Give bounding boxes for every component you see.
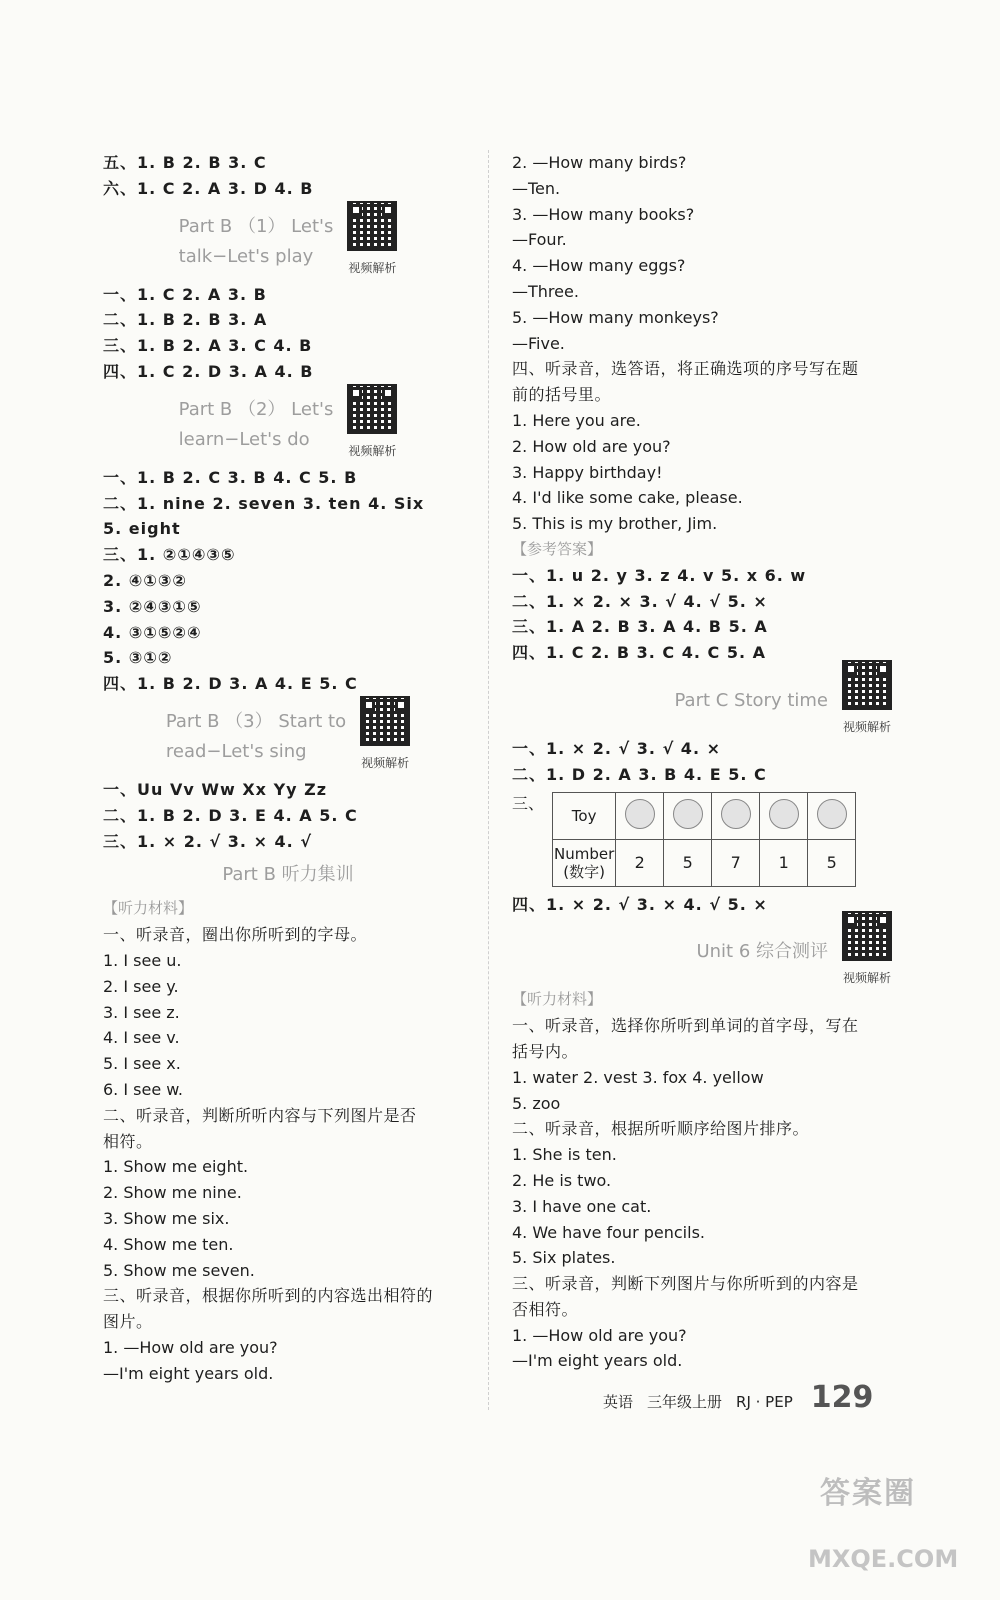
answer-line: 四、1. C 2. D 3. A 4. B: [103, 361, 314, 381]
answer-line: 一、1. C 2. A 3. B: [103, 284, 267, 304]
answer-line: 五、1. B 2. B 3. C: [103, 153, 267, 172]
answer-line: 一、1. B 2. C 3. B 4. C 5. B: [103, 467, 358, 487]
toy-icon: [673, 799, 703, 829]
watermark-logo: 答案圈: [820, 1476, 916, 1511]
answer-line: 四、1. B 2. D 3. A 4. E 5. C: [103, 674, 358, 694]
material-tag: 【听力材料】: [103, 899, 194, 918]
qr-code-block: [842, 660, 892, 742]
toy-icon: [721, 799, 751, 829]
qr-code-icon[interactable]: [347, 384, 397, 434]
toy-number-cell: 1: [760, 839, 808, 886]
script-line: 2. Show me nine.: [103, 1183, 242, 1203]
script-line: 4. I'd like some cake, please.: [512, 488, 743, 508]
qr-code-icon[interactable]: [842, 911, 892, 961]
section-header: [103, 701, 473, 773]
question-instruction: 一、听录音，圈出你所听到的字母。: [103, 925, 368, 945]
script-line: —Four.: [512, 230, 567, 250]
answer-line: 三、1. B 2. A 3. C 4. B: [103, 336, 313, 356]
script-line: —Five.: [512, 333, 565, 353]
script-line: 1. Show me eight.: [103, 1157, 249, 1177]
answer-line: 3. ②④③①⑤: [103, 596, 202, 616]
number-label: Number: [554, 844, 615, 863]
table-header-number: [553, 839, 616, 886]
toy-number-table: [552, 792, 856, 887]
toy-number-cell: 2: [616, 839, 664, 886]
section-header: [512, 921, 892, 986]
question-instruction: 否相符。: [512, 1299, 579, 1319]
qr-video-label: 视频解析: [348, 260, 397, 275]
section-title-line: talk−Let's play: [178, 245, 314, 267]
answer-line: 一、1. u 2. y 3. z 4. v 5. x 6. w: [512, 565, 807, 585]
answer-line: 4. ③①⑤②④: [103, 622, 202, 642]
section-title-line: Part B （1） Let's: [178, 215, 334, 237]
table-header-toy: Toy: [553, 792, 616, 839]
script-line: 2. I see y.: [103, 976, 179, 996]
script-line: —Ten.: [512, 178, 561, 198]
footer-edition: RJ · PEP: [736, 1393, 793, 1411]
question-instruction: 四、听录音，选答语，将正确选项的序号写在题: [512, 359, 859, 379]
script-line: 1. —How old are you?: [512, 1325, 687, 1345]
toy-icon: [625, 799, 655, 829]
script-line: 4. —How many eggs?: [512, 256, 686, 276]
answer-line: 四、1. × 2. √ 3. × 4. √ 5. ×: [512, 894, 768, 914]
section-title-line: Part B （2） Let's: [178, 398, 334, 420]
column-divider: [488, 150, 489, 1410]
toy-icon: [817, 799, 847, 829]
material-tag: 【听力材料】: [512, 990, 603, 1009]
script-line: 1. Here you are.: [512, 410, 641, 430]
script-line: 5. Show me seven.: [103, 1260, 255, 1280]
script-line: 2. —How many birds?: [512, 153, 687, 172]
answer-line: 二、1. D 2. A 3. B 4. E 5. C: [512, 764, 767, 784]
script-line: 1. —How old are you?: [103, 1337, 278, 1357]
toy-number-cell: 7: [712, 839, 760, 886]
script-line: 3. I see z.: [103, 1002, 180, 1022]
page-number: 129: [810, 1380, 874, 1415]
section-title: [179, 395, 334, 455]
section-header: [103, 206, 473, 278]
toy-picture-cell: [616, 792, 664, 839]
footer-grade: 三年级上册: [647, 1393, 723, 1411]
qr-video-label: 视频解析: [842, 971, 891, 986]
script-line: 4. I see v.: [103, 1028, 180, 1048]
right-column: [512, 150, 892, 1374]
section-header: [103, 858, 473, 892]
answer-line: 二、1. nine 2. seven 3. ten 4. Six: [103, 493, 425, 513]
script-line: 6. I see w.: [103, 1079, 183, 1099]
script-line: 5. I see x.: [103, 1054, 181, 1074]
answer-line: 2. ④①③②: [103, 570, 187, 590]
answer-line: 5. eight: [103, 519, 181, 539]
section-title-line: read−Let's sing: [165, 740, 307, 762]
script-line: —I'm eight years old.: [103, 1363, 274, 1383]
script-line: 1. water 2. vest 3. fox 4. yellow: [512, 1067, 764, 1087]
qr-code-icon[interactable]: [842, 660, 892, 710]
qr-code-block: [360, 696, 410, 778]
qr-code-block: [842, 911, 892, 993]
toy-picture-cell: [664, 792, 712, 839]
script-line: 5. zoo: [512, 1093, 561, 1113]
section-title-line: learn−Let's do: [178, 428, 310, 450]
qr-code-block: [347, 384, 397, 466]
answer-line: 二、1. B 2. B 3. A: [103, 310, 268, 330]
section-header: [103, 389, 473, 461]
script-line: 1. She is ten.: [512, 1145, 617, 1165]
answer-line: 一、1. × 2. √ 3. √ 4. ×: [512, 738, 721, 758]
answer-line: 一、Uu Vv Ww Xx Yy Zz: [103, 779, 328, 799]
answer-line: 三、1. × 2. √ 3. × 4. √: [103, 831, 312, 851]
script-line: 5. —How many monkeys?: [512, 307, 719, 327]
section-title: Part B 听力集训: [222, 864, 354, 886]
material-tag: 【参考答案】: [512, 539, 603, 558]
qr-code-icon[interactable]: [360, 696, 410, 746]
qr-code-icon[interactable]: [347, 201, 397, 251]
answer-line: 5. ③①②: [103, 648, 173, 668]
section-header: [512, 670, 892, 732]
script-line: 4. We have four pencils.: [512, 1222, 705, 1242]
answer-line: 三、1. A 2. B 3. A 4. B 5. A: [512, 617, 768, 637]
qr-video-label: 视频解析: [348, 443, 397, 458]
script-line: 2. How old are you?: [512, 436, 671, 456]
question-instruction: 一、听录音，选择你所听到单词的首字母，写在: [512, 1016, 859, 1036]
question-instruction: 相符。: [103, 1131, 153, 1151]
number-label-cn: (数字): [563, 862, 605, 881]
script-line: 1. I see u.: [103, 950, 182, 970]
script-line: 4. Show me ten.: [103, 1234, 234, 1254]
script-line: 5. Six plates.: [512, 1248, 616, 1268]
page-footer: [603, 1380, 887, 1415]
question-instruction: 前的括号里。: [512, 385, 612, 405]
section-title: Unit 6 综合测评: [696, 941, 828, 963]
footer-subject: 英语: [603, 1393, 634, 1411]
toy-picture-cell: [808, 792, 856, 839]
script-line: 5. This is my brother, Jim.: [512, 514, 718, 534]
script-line: 3. Happy birthday!: [512, 462, 663, 482]
section-title: [166, 707, 346, 767]
toy-number-cell: 5: [664, 839, 712, 886]
question-instruction: 二、听录音，判断所听内容与下列图片是否: [103, 1105, 417, 1125]
watermark-url: MXQE.COM: [808, 1545, 959, 1573]
script-line: —I'm eight years old.: [512, 1351, 683, 1371]
question-instruction: 三、听录音，判断下列图片与你所听到的内容是: [512, 1274, 859, 1294]
qr-video-label: 视频解析: [361, 755, 410, 770]
script-line: 2. He is two.: [512, 1170, 612, 1190]
answer-line: 二、1. × 2. × 3. √ 4. √ 5. ×: [512, 591, 768, 611]
question-instruction: 图片。: [103, 1312, 153, 1332]
toy-number-cell: 5: [808, 839, 856, 886]
answer-line: 二、1. B 2. D 3. E 4. A 5. C: [103, 805, 358, 825]
script-line: 3. —How many books?: [512, 204, 695, 224]
section-title: [179, 212, 334, 272]
table-question-label: 三、: [512, 793, 545, 813]
toy-picture-cell: [712, 792, 760, 839]
section-title-line: Part B （3） Start to: [165, 710, 347, 732]
toy-icon: [769, 799, 799, 829]
left-column: [103, 150, 473, 1386]
answer-line: 六、1. C 2. A 3. D 4. B: [103, 178, 314, 198]
question-instruction: 三、听录音，根据你所听到的内容选出相符的: [103, 1286, 434, 1306]
script-line: 3. I have one cat.: [512, 1196, 652, 1216]
answer-table-row: [512, 792, 892, 888]
qr-code-block: [347, 201, 397, 283]
script-line: 3. Show me six.: [103, 1208, 230, 1228]
qr-video-label: 视频解析: [842, 719, 891, 734]
question-instruction: 括号内。: [512, 1041, 579, 1061]
script-line: —Three.: [512, 281, 579, 301]
answer-line: 三、1. ②①④③⑤: [103, 545, 236, 565]
question-instruction: 二、听录音，根据所听顺序给图片排序。: [512, 1119, 810, 1139]
answer-line: 四、1. C 2. B 3. C 4. C 5. A: [512, 643, 766, 663]
section-title: Part C Story time: [674, 689, 828, 711]
toy-picture-cell: [760, 792, 808, 839]
